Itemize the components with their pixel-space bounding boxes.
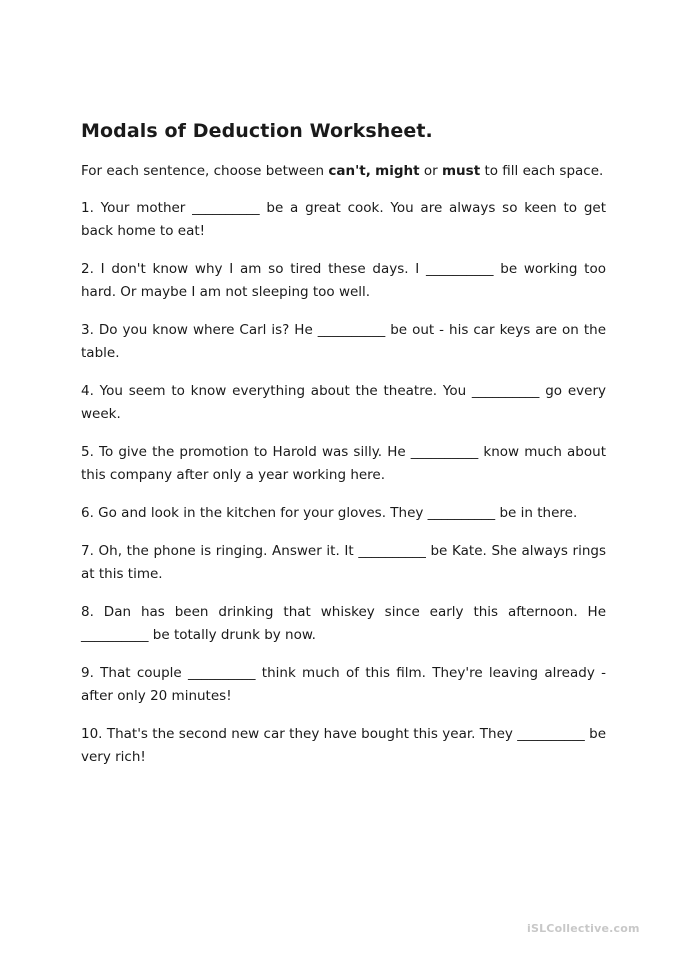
option-might: might — [375, 163, 420, 179]
instructions — [81, 160, 606, 183]
question-5: 5. To give the promotion to Harold was silly. He __________ know much about this company after only a year working here. — [81, 444, 606, 483]
watermark-logo: iSLCollective.com — [527, 922, 640, 935]
instructions-lead: For each sentence, choose between — [81, 163, 329, 179]
option-must: must — [441, 163, 481, 179]
question-2: 2. I don't know why I am so tired these days. I __________ be working too hard. Or maybe I am not sleeping too well. — [81, 261, 606, 300]
question-6: 6. Go and look in the kitchen for your gloves. They __________ be in there. — [81, 505, 578, 521]
worksheet-title: Modals of Deduction Worksheet. — [81, 120, 433, 142]
question-1: 1. Your mother __________ be a great cook. You are always so keen to get back home to eat! — [81, 200, 606, 239]
instructions-tail: to fill each space. — [480, 163, 604, 179]
question-10: 10. That's the second new car they have bought this year. They __________ be very rich! — [81, 726, 606, 765]
question-9: 9. That couple __________ think much of this film. They're leaving already - after only 20 minutes! — [81, 665, 606, 704]
question-3: 3. Do you know where Carl is? He __________ be out - his car keys are on the table. — [81, 322, 606, 361]
question-4: 4. You seem to know everything about the theatre. You __________ go every week. — [81, 383, 606, 422]
instructions-mid: or — [419, 163, 442, 179]
question-7: 7. Oh, the phone is ringing. Answer it. It __________ be Kate. She always rings at this time. — [81, 543, 606, 582]
worksheet — [81, 120, 606, 784]
option-cant: can't, — [328, 163, 371, 179]
question-8: 8. Dan has been drinking that whiskey since early this afternoon. He __________ be totally drunk by now. — [81, 604, 606, 643]
